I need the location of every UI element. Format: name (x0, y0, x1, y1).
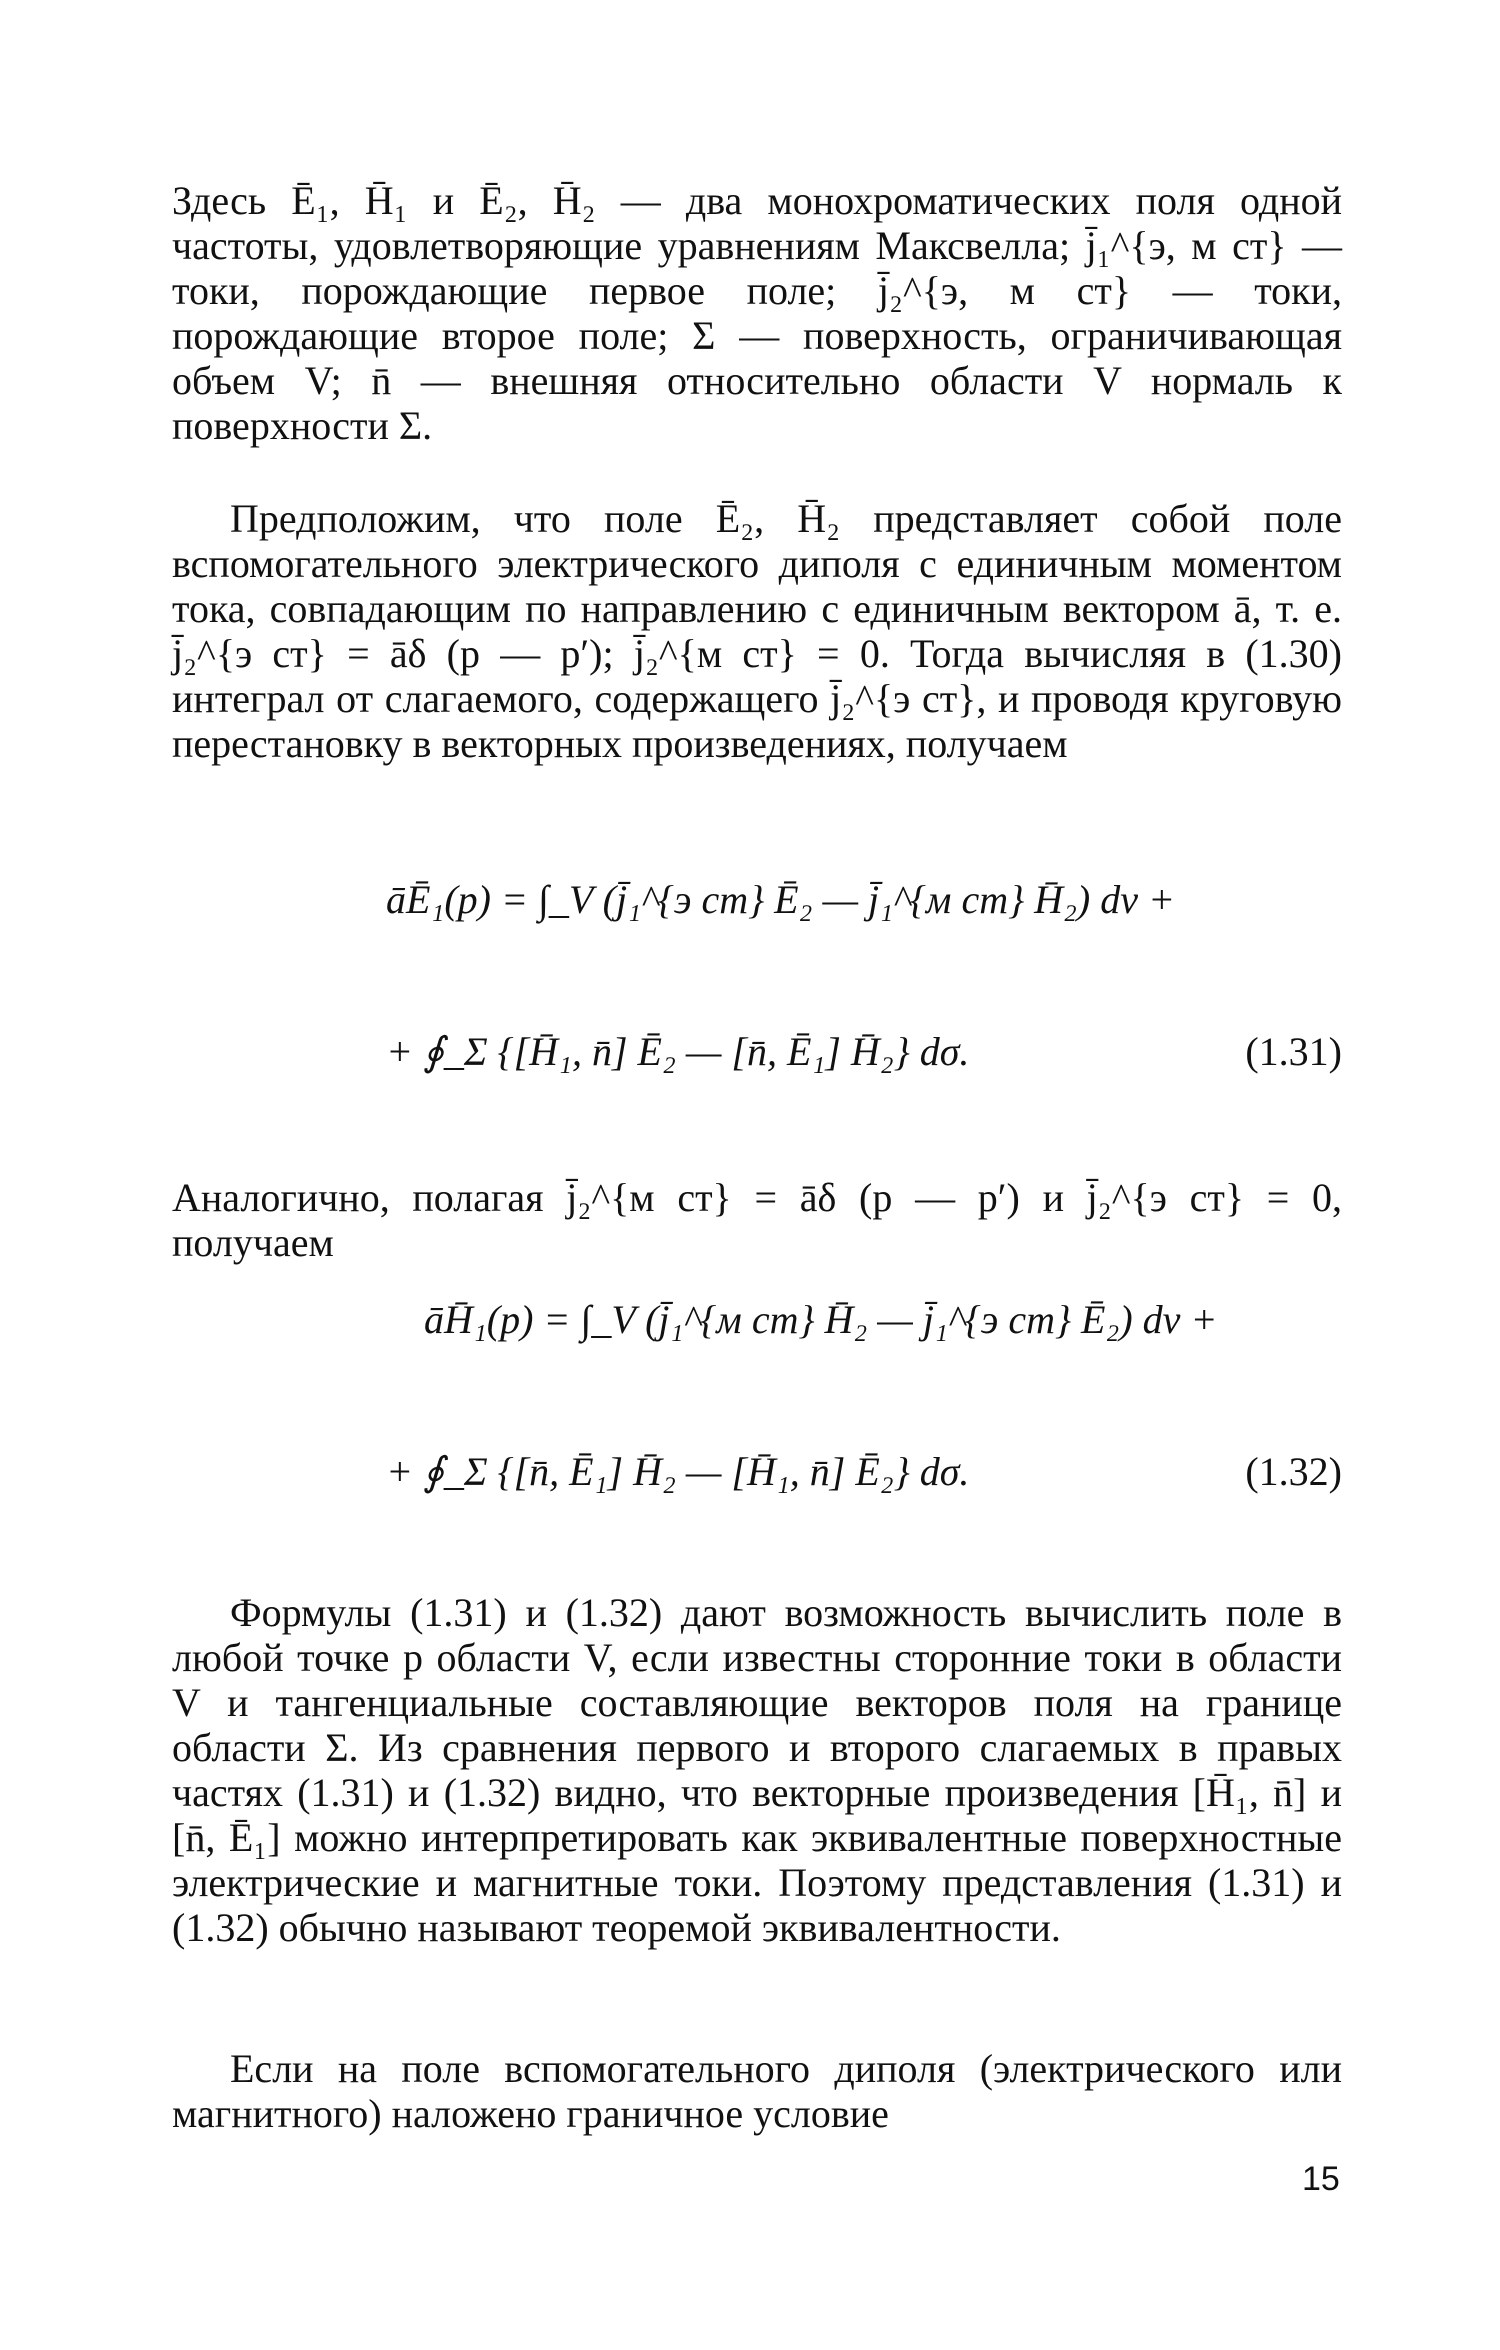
equation-1-31-line-2 (0, 1020, 1500, 1100)
equation-1-32-line-1 (0, 1288, 1500, 1368)
paragraph-equivalence-theorem (172, 1590, 1342, 1950)
equation-1-32-line-2-text: + ∮_Σ {[n̄, Ē₁] H̄₂ — [H̄₁, n̄] Ē₂} dσ. (386, 1449, 970, 1494)
paragraph-boundary-condition-text: Если на поле вспомогательного диполя (электрического или магнитного) наложено граничное условие (172, 2046, 1342, 2136)
paragraph-equivalence-theorem-text: Формулы (1.31) и (1.32) дают возможность вычислить поле в любой точке p области V, если известны сторонние токи в области V и тангенциальные составляющие векторов поля на границе области Σ. Из сравнения первого и второго слагаемых в правых частях (1.31) и (1.32) видно, что векторные произведения [H̄₁, n̄] и [n̄, Ē₁] можно интерпретировать как эквивалентные поверхностные электрические и магнитные токи. Поэтому представления (1.31) и (1.32) обычно называют теоремой эквивалентности. (172, 1590, 1342, 1950)
paragraph-dipole-assumption-text: Предположим, что поле Ē₂, H̄₂ представляет собой поле вспомогательного электрического диполя с единичным моментом тока, совпадающим по направлению с единичным вектором ā, т. е. j̄₂^{э ст} = āδ (p — p′); j̄₂^{м ст} = 0. Тогда вычисляя в (1.30) интеграл от слагаемого, содержащего j̄₂^{э ст}, и проводя круговую перестановку в векторных произведениях, получаем (172, 496, 1342, 766)
page-number: 15 (1302, 2160, 1340, 2198)
equation-number-1-31: (1.31) (1245, 1029, 1342, 1074)
equation-1-32-line-1-text: āH̄₁(p) = ∫_V (j̄₁^{м ст} H̄₂ — j̄₁^{э ст} Ē₂) dv + (424, 1297, 1218, 1342)
paragraph-dipole-assumption (172, 496, 1342, 766)
paragraph-analogously-text: Аналогично, полагая j̄₂^{м ст} = āδ (p — p′) и j̄₂^{э ст} = 0, получаем (172, 1175, 1342, 1265)
paragraph-boundary-condition (172, 2046, 1342, 2136)
paragraph-definitions (172, 178, 1342, 448)
paragraph-analogously (172, 1175, 1342, 1265)
equation-1-31-line-1 (0, 868, 1500, 948)
equation-1-31-line-2-text: + ∮_Σ {[H̄₁, n̄] Ē₂ — [n̄, Ē₁] H̄₂} dσ. (386, 1029, 970, 1074)
equation-1-32-line-2 (0, 1440, 1500, 1520)
paragraph-definitions-text: Здесь Ē₁, H̄₁ и Ē₂, H̄₂ — два монохроматических поля одной частоты, удовлетворяющие уравнениям Максвелла; j̄₁^{э, м ст} — токи, порождающие первое поле; j̄₂^{э, м ст} — токи, порождающие второе поле; Σ — поверхность, ограничивающая объем V; n̄ — внешняя относительно области V нормаль к поверхности Σ. (172, 178, 1342, 448)
equation-1-31-line-1-text: āĒ₁(p) = ∫_V (j̄₁^{э ст} Ē₂ — j̄₁^{м ст} H̄₂) dv + (386, 877, 1175, 922)
equation-number-1-32: (1.32) (1245, 1449, 1342, 1494)
